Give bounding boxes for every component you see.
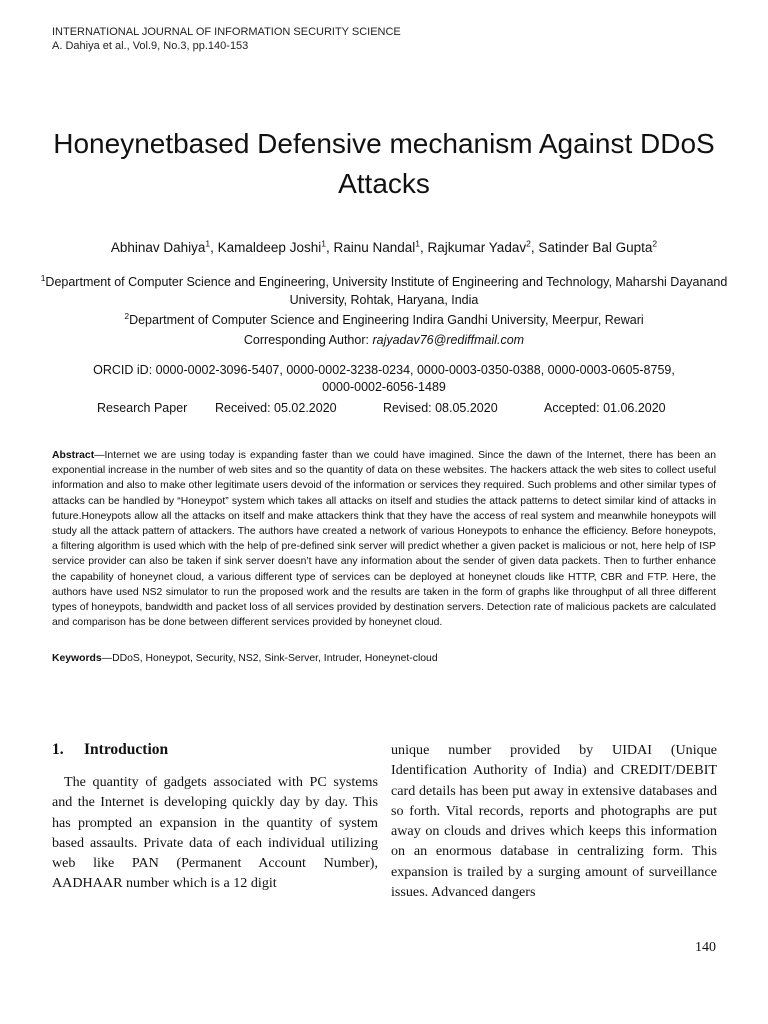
corresponding-author — [40, 331, 728, 349]
abstract-dash: — — [94, 450, 105, 461]
author-name: Abhinav Dahiya — [110, 240, 206, 255]
affiliation-text: Department of Computer Science and Engineering Indira Gandhi University, Meerpur, Rewari — [129, 313, 644, 327]
affiliation-mark: 1 — [40, 272, 46, 283]
corresponding-label: Corresponding Author: — [243, 333, 373, 347]
keywords — [52, 651, 716, 666]
paper-title: Honeynetbased Defensive mechanism Against DDoS Attacks — [53, 128, 715, 199]
author-list — [40, 238, 728, 258]
keywords-label: Keywords — [52, 653, 102, 664]
article-meta — [97, 399, 677, 417]
author-separator: , — [210, 240, 218, 255]
author-separator: , — [325, 240, 334, 255]
affiliation-mark: 2 — [124, 310, 130, 321]
citation-line: A. Dahiya et al., Vol.9, No.3, pp.140-153 — [52, 40, 249, 52]
page-number: 140 — [695, 940, 716, 955]
abstract-label: Abstract — [52, 450, 95, 461]
affiliation-2 — [40, 311, 728, 329]
body-column-left — [52, 740, 378, 894]
accepted-date: Accepted: 01.06.2020 — [544, 401, 666, 415]
orcid-block — [40, 362, 728, 396]
body-column-right — [391, 740, 717, 902]
section-number: 1. — [52, 741, 64, 758]
journal-header — [52, 25, 401, 53]
revised-date: Revised: 08.05.2020 — [383, 401, 498, 415]
author-affiliation-mark: 1 — [415, 238, 421, 249]
journal-name: INTERNATIONAL JOURNAL OF INFORMATION SECURITY SCIENCE — [52, 26, 401, 38]
author-affiliation-mark: 1 — [321, 238, 326, 249]
author-separator: , — [530, 240, 539, 255]
author-name: Kamaldeep Joshi — [217, 240, 322, 255]
body-paragraph: The quantity of gadgets associated with PC systems and the Internet is developing quickly day by day. This has prompted an expansion in the quantity of system based assaults. Private data of each individual utilizing web like PAN (Permanent Account Number), AADHAAR number which is a 12 digit — [52, 774, 378, 892]
corresponding-email[interactable]: rajyadav76@rediffmail.com — [372, 333, 525, 347]
orcid-line-1: ORCID iD: 0000-0002-3096-5407, 0000-0002-3238-0234, 0000-0003-0350-0388, 0000-0003-0605-8759, — [93, 363, 675, 377]
author-name: Rainu Nandal — [333, 240, 416, 255]
body-paragraph: unique number provided by UIDAI (Unique Identification Authority of India) and CREDIT/DEBIT card details has been put away in extensive databases and so forth. Vital records, reports and photographs are put away on clouds and drives which keeps this information on an enormous database in centralizing form. This expansion is trailed by a surging amount of surveillance issues. Advanced dangers — [391, 742, 717, 901]
paper-type: Research Paper — [97, 401, 188, 415]
orcid-line-2: 0000-0002-6056-1489 — [322, 380, 446, 394]
keywords-text: DDoS, Honeypot, Security, NS2, Sink-Server, Intruder, Honeynet-cloud — [112, 653, 438, 664]
affiliation-text: Department of Computer Science and Engineering, University Institute of Engineering and Technology, Maharshi Dayanand University, Rohtak, Haryana, India — [45, 275, 728, 307]
section-title: Introduction — [84, 741, 169, 758]
section-heading — [52, 740, 378, 760]
affiliation-1 — [40, 273, 728, 309]
received-date: Received: 05.02.2020 — [215, 401, 337, 415]
author-affiliation-mark: 1 — [205, 238, 211, 249]
author-name: Rajkumar Yadav — [427, 240, 527, 255]
author-affiliation-mark: 2 — [526, 238, 531, 249]
keywords-dash: — — [101, 653, 113, 664]
abstract — [52, 448, 716, 630]
author-affiliation-mark: 2 — [652, 238, 658, 249]
abstract-text: Internet we are using today is expanding faster than we could have imagined. Since the dawn of the Internet, there has been an exponential increase in the number of web sites and so the quantity of data on these websites. The hackers attack the web sites to collect useful information and also to make other legitimate users devoid of the information or services they required. Such problems and other similar types of attacks can be handled by “Honeypot” system which takes all attacks on itself and studies the attack patterns to detect similar kind of attacks in future.Honeypots allow all the attacks on itself and make attackers think that they have the access of real system and meanwhile honeypots will study all the attack pattern of attackers. The authors have created a network of various Honeypots to enhance the efficiency. Before honeypots, a filtering algorithm is used which with the help of pre-defined sink server will predict whether a given packet is malicious or not, here help of ISP service provider can also be taken if sink server doesn’t have any information about the sender of given data packets. Then to further enhance the capability of honeynet cloud, a various different type of services can be deployed at honeynet clouds like HTTP, CBR and FTP. Here, the authors have used NS2 simulator to run the proposed work and the results are taken in the form of graphs like throughput of all three different types of honeypots, bandwidth and packet loss of all services provided by destination servers. Detection rate of malicious packets are calculated and comparison has be done between different services provided by honeynet cloud. — [52, 450, 716, 629]
author-name: Satinder Bal Gupta — [538, 240, 653, 255]
author-separator: , — [420, 240, 428, 255]
